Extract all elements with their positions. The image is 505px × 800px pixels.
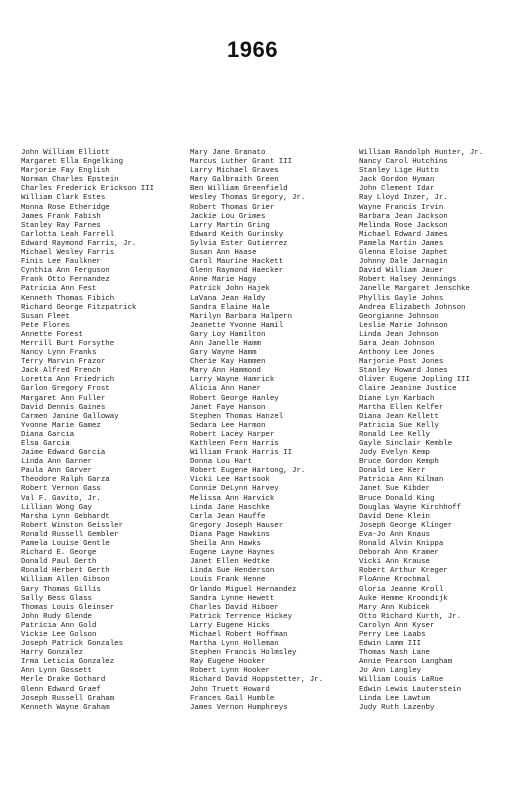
name-entry: Carlotta Leah Farrell: [21, 230, 115, 239]
name-entry: Edward Keith Gurinsky: [190, 230, 284, 239]
name-entry: Terry Marvin Frazor: [21, 358, 106, 367]
name-entry: Carla Jean Hauffe: [190, 512, 266, 521]
name-entry: Orlando Miguel Hernandez: [190, 585, 297, 594]
name-entry: Diana Jean Kellett: [359, 412, 439, 421]
name-entry: Robert George Hanley: [190, 394, 279, 403]
name-entry: Garlon Gregory Frost: [21, 385, 110, 394]
name-entry: Jackie Lou Grimes: [190, 212, 266, 221]
name-entry: Norman Charles Epstein: [21, 176, 119, 185]
name-entry: John Truett Howard: [190, 685, 270, 694]
name-entry: Harry Gonzalez: [21, 649, 84, 658]
name-entry: Robert Lacey Harper: [190, 430, 275, 439]
name-entry: Melissa Ann Harvick: [190, 494, 275, 503]
name-entry: Marjorie Post Jones: [359, 358, 444, 367]
name-entry: Connie DeLynn Harvey: [190, 485, 279, 494]
name-entry: Mary Ann Kubicek: [359, 603, 430, 612]
name-entry: Leslie Marie Johnson: [359, 321, 448, 330]
name-entry: Joseph George Klinger: [359, 521, 453, 530]
name-entry: Melinda Rose Jackson: [359, 221, 448, 230]
name-entry: Larry Michael Graves: [190, 167, 279, 176]
name-entry: David Dene Klein: [359, 512, 430, 521]
name-entry: Carmen Janine Galloway: [21, 412, 119, 421]
name-entry: Ronald Alvin Knippa: [359, 540, 444, 549]
name-entry: Anthony Lee Jones: [359, 349, 435, 358]
name-entry: Pamela Louise Gentle: [21, 540, 110, 549]
name-entry: Elsa Garcia: [21, 440, 70, 448]
name-entry: Georgianne Johnson: [359, 312, 439, 321]
name-entry: Joseph Russell Graham: [21, 694, 115, 703]
name-entry: Robert Vernon Gass: [21, 485, 101, 494]
name-entry: Bruce Gordon Kemph: [359, 458, 439, 467]
name-entry: Carol Maurine Hackett: [190, 258, 284, 267]
name-entry: Robert Eugene Hartong, Jr.: [190, 467, 306, 476]
name-entry: Johnny Dale Jarnagin: [359, 258, 448, 267]
name-entry: Martha Ellen Kelfer: [359, 403, 444, 412]
name-entry: Sheila Ann Hawks: [190, 540, 261, 549]
name-entry: Jaime Edward Garcia: [21, 449, 106, 458]
name-entry: Linda Sue Henderson: [190, 567, 275, 576]
name-entry: John William Elliott: [21, 149, 110, 157]
name-entry: Patricia Ann Fest: [21, 285, 97, 294]
name-entry: William Clark Estes: [21, 194, 106, 203]
name-entry: David Dennis Gaines: [21, 403, 106, 412]
name-entry: Kathleen Fern Harris: [190, 440, 279, 448]
name-entry: Edwin Lamm III: [359, 640, 422, 649]
name-entry: Michael Edward James: [359, 230, 448, 239]
name-entry: Linda Ann Garner: [21, 458, 92, 467]
name-entry: James Frank Fabish: [21, 212, 101, 221]
name-entry: Stephen Francis Holmsley: [190, 649, 297, 658]
name-entry: John Clement Idar: [359, 185, 435, 194]
name-entry: Irma Leticia Gonzalez: [21, 658, 115, 667]
name-entry: Margaret Ella Engelking: [21, 158, 124, 167]
name-entry: Janet Faye Hanson: [190, 403, 266, 412]
name-entry: Ray Eugene Hooker: [190, 658, 266, 667]
name-entry: Vicki Lee Hartsook: [190, 476, 270, 485]
name-entry: Patrick John Hajek: [190, 285, 270, 294]
name-entry: Pete Flores: [21, 321, 70, 330]
name-entry: James Vernon Humphreys: [190, 703, 288, 712]
name-entry: Marilyn Barbara Halpern: [190, 312, 293, 321]
name-entry: Sara Jean Johnson: [359, 339, 435, 348]
name-column-1: [21, 149, 181, 713]
name-entry: Gloria Jeanne Kroll: [359, 585, 444, 594]
name-entry: Gary Loy Hamilton: [190, 330, 266, 339]
name-entry: Sylvia Ester Gutierrez: [190, 239, 288, 248]
name-entry: Thomas Louis Gleinser: [21, 603, 115, 612]
name-entry: Carolyn Ann Kyser: [359, 621, 435, 630]
name-entry: Robert Arthur Kreger: [359, 567, 448, 576]
name-entry: Glenn Edward Graef: [21, 685, 101, 694]
name-entry: Monna Rose Etheridge: [21, 203, 110, 212]
name-entry: Stanley Lige Hutto: [359, 167, 439, 176]
name-entry: Wayne Francis Irvin: [359, 203, 444, 212]
name-entry: Patricia Sue Kelly: [359, 421, 439, 430]
name-entry: Stanley Ray Farnes: [21, 221, 101, 230]
name-entry: Charles Frederick Erickson III: [21, 185, 155, 194]
name-entry: Vicki Ann Krause: [359, 558, 430, 567]
name-entry: Charles David Hiboer: [190, 603, 279, 612]
name-entry: Larry Martin Gring: [190, 221, 270, 230]
name-entry: Phyllis Gayle Johns: [359, 294, 444, 303]
name-entry: Donna Lou Hart: [190, 458, 253, 467]
name-entry: Gayle Sinclair Kemble: [359, 440, 453, 448]
name-entry: Larry Eugene Hicks: [190, 621, 270, 630]
name-entry: Wesley Thomas Gregory, Jr.: [190, 194, 306, 203]
name-entry: Annette Forest: [21, 330, 84, 339]
name-entry: Sandra Lynne Hewett: [190, 594, 275, 603]
name-entry: Jeanette Yvonne Hamil: [190, 321, 284, 330]
name-entry: Diana Garcia: [21, 430, 75, 439]
name-entry: Judy Evelyn Kemp: [359, 449, 430, 458]
name-entry: Patricia Ann Kilman: [359, 476, 444, 485]
name-entry: Edward Raymond Farris, Jr.: [21, 239, 137, 248]
name-entry: Vickie Lee Golson: [21, 630, 97, 639]
name-entry: Michael Robert Hoffman: [190, 630, 288, 639]
name-entry: Otto Richard Kurth, Jr.: [359, 612, 462, 621]
name-entry: Janelle Margaret Jenschke: [359, 285, 470, 294]
name-entry: Judy Ruth Lazenby: [359, 703, 435, 712]
name-entry: Ronald Herbert Gerth: [21, 567, 110, 576]
name-entry: Mary Ann Hammond: [190, 367, 261, 376]
name-entry: Claire Jeanine Justice: [359, 385, 457, 394]
page-title: 1966: [227, 37, 278, 62]
name-entry: Marcus Luther Grant III: [190, 158, 293, 167]
name-entry: Ben William Greenfield: [190, 185, 288, 194]
name-entry: Ronald Russell Gembler: [21, 530, 119, 539]
name-entry: Patrick Terrence Hickey: [190, 612, 293, 621]
name-entry: Nancy Lynn Franks: [21, 349, 97, 358]
name-entry: Edwin Lewis Lauterstein: [359, 685, 462, 694]
name-entry: Ronald Lee Kelly: [359, 430, 430, 439]
name-entry: Loretta Ann Friedrich: [21, 376, 115, 385]
name-entry: Michael Wesley Farris: [21, 249, 115, 258]
name-entry: Richard David Hoppstetter, Jr.: [190, 676, 324, 685]
name-entry: John Rudy Glende: [21, 612, 92, 621]
name-entry: FloAnne Krochmal: [359, 576, 430, 585]
name-entry: Diana Page Hawkins: [190, 530, 270, 539]
name-entry: Ann Janelle Hamm: [190, 339, 261, 348]
name-entry: Glenna Eloise Japhet: [359, 249, 448, 258]
name-column-2: [190, 149, 352, 713]
name-entry: Perry Lee Laabs: [359, 630, 426, 639]
name-entry: Donald Paul Gerth: [21, 558, 97, 567]
name-entry: William Randolph Hunter, Jr.: [359, 149, 484, 157]
name-entry: Yvonne Marie Gamez: [21, 421, 101, 430]
name-entry: Merle Drake Gothard: [21, 676, 106, 685]
name-entry: Anne Marie Hagy: [190, 276, 257, 285]
name-entry: Theodore Ralph Garza: [21, 476, 110, 485]
name-entry: Jack Gordon Hyman: [359, 176, 435, 185]
name-entry: Sandra Elaine Hale: [190, 303, 270, 312]
name-entry: Gregory Joseph Hauser: [190, 521, 284, 530]
name-entry: Thomas Nash Lane: [359, 649, 430, 658]
name-column-3: [359, 149, 499, 713]
name-entry: William Frank Harris II: [190, 449, 293, 458]
name-entry: Val F. Gavito, Jr.: [21, 494, 101, 503]
name-entry: Linda Jane Haschke: [190, 503, 270, 512]
name-entry: Alicia Ann Haner: [190, 385, 261, 394]
name-entry: Pamela Martin James: [359, 239, 444, 248]
name-entry: Frances Gail Humble: [190, 694, 275, 703]
name-entry: Cynthia Ann Ferguson: [21, 267, 110, 276]
name-entry: Jack Alfred French: [21, 367, 101, 376]
name-entry: Merrill Burt Forsythe: [21, 339, 115, 348]
name-entry: Robert Lynn Hooker: [190, 667, 270, 676]
name-entry: Sedara Lee Harmon: [190, 421, 266, 430]
name-entry: Louis Frank Henne: [190, 576, 266, 585]
name-entry: Eugene Layne Haynes: [190, 549, 275, 558]
name-entry: Gary Thomas Gillis: [21, 585, 101, 594]
name-entry: Stanley Howard Jones: [359, 367, 448, 376]
name-entry: Oliver Eugene Jopling III: [359, 376, 470, 385]
name-entry: Gary Wayne Hamm: [190, 349, 257, 358]
name-entry: LaVana Jean Haldy: [190, 294, 266, 303]
name-entry: Andrea Elizabeth Johnson: [359, 303, 466, 312]
name-entry: Barbara Jean Jackson: [359, 212, 448, 221]
name-entry: Cherie Kay Hammen: [190, 358, 266, 367]
name-entry: Marjorie Fay English: [21, 167, 110, 176]
name-entry: Donald Lee Kerr: [359, 467, 426, 476]
name-entry: Glenn Raymond Haecker: [190, 267, 284, 276]
name-entry: Frank Otto Fernandez: [21, 276, 110, 285]
name-entry: Kenneth Wayne Graham: [21, 703, 110, 712]
name-entry: Stephen Thomas Hanzel: [190, 412, 284, 421]
name-entry: Martha Lynn Holleman: [190, 640, 279, 649]
name-entry: Richard George Fitzpatrick: [21, 303, 137, 312]
name-entry: Diane Lyn Karbach: [359, 394, 435, 403]
name-entry: Nancy Carol Hutchins: [359, 158, 448, 167]
name-entry: Joseph Patrick Gonzales: [21, 640, 124, 649]
name-entry: Sally Bess Glass: [21, 594, 92, 603]
name-entry: William Allen Gibson: [21, 576, 110, 585]
name-entry: Janet Sue Kibder: [359, 485, 430, 494]
name-entry: Mary Galbraith Green: [190, 176, 279, 185]
name-entry: Richard E. George: [21, 549, 97, 558]
name-entry: Patricia Ann Gold: [21, 621, 97, 630]
name-entry: Ray Lloyd Inzer, Jr.: [359, 194, 448, 203]
name-entry: Auke Hemme Kroondijk: [359, 594, 448, 603]
name-entry: Ann Lynn Gossett: [21, 667, 92, 676]
name-entry: Linda Jean Johnson: [359, 330, 439, 339]
name-entry: Marsha Lynn Gebhardt: [21, 512, 110, 521]
name-entry: Finis Lee Faulkner: [21, 258, 101, 267]
name-entry: Deborah Ann Kramer: [359, 549, 439, 558]
name-entry: Robert Thomas Grier: [190, 203, 275, 212]
name-entry: Susan Ann Haase: [190, 249, 257, 258]
name-entry: Jo Ann Langley: [359, 667, 422, 676]
name-entry: Annie Pearson Langham: [359, 658, 453, 667]
name-entry: Susan Fleet: [21, 312, 70, 321]
name-entry: Janet Ellen Hedtke: [190, 558, 270, 567]
name-entry: Eva-Jo Ann Knaus: [359, 530, 430, 539]
name-entry: Robert Winston Geissler: [21, 521, 124, 530]
name-entry: Margaret Ann Fuller: [21, 394, 106, 403]
name-entry: Lillian Wong Gay: [21, 503, 92, 512]
name-entry: Paula Ann Garver: [21, 467, 92, 476]
name-entry: Mary Jane Granato: [190, 149, 266, 157]
name-entry: Robert Halsey Jennings: [359, 276, 457, 285]
name-entry: David William Jauer: [359, 267, 444, 276]
name-entry: William Louis LaRue: [359, 676, 444, 685]
name-entry: Larry Wayne Hamrick: [190, 376, 275, 385]
name-entry: Linda Lee Lawtum: [359, 694, 430, 703]
name-entry: Bruce Donald King: [359, 494, 435, 503]
name-entry: Kenneth Thomas Fibich: [21, 294, 115, 303]
name-entry: Douglas Wayne Kirchhoff: [359, 503, 462, 512]
